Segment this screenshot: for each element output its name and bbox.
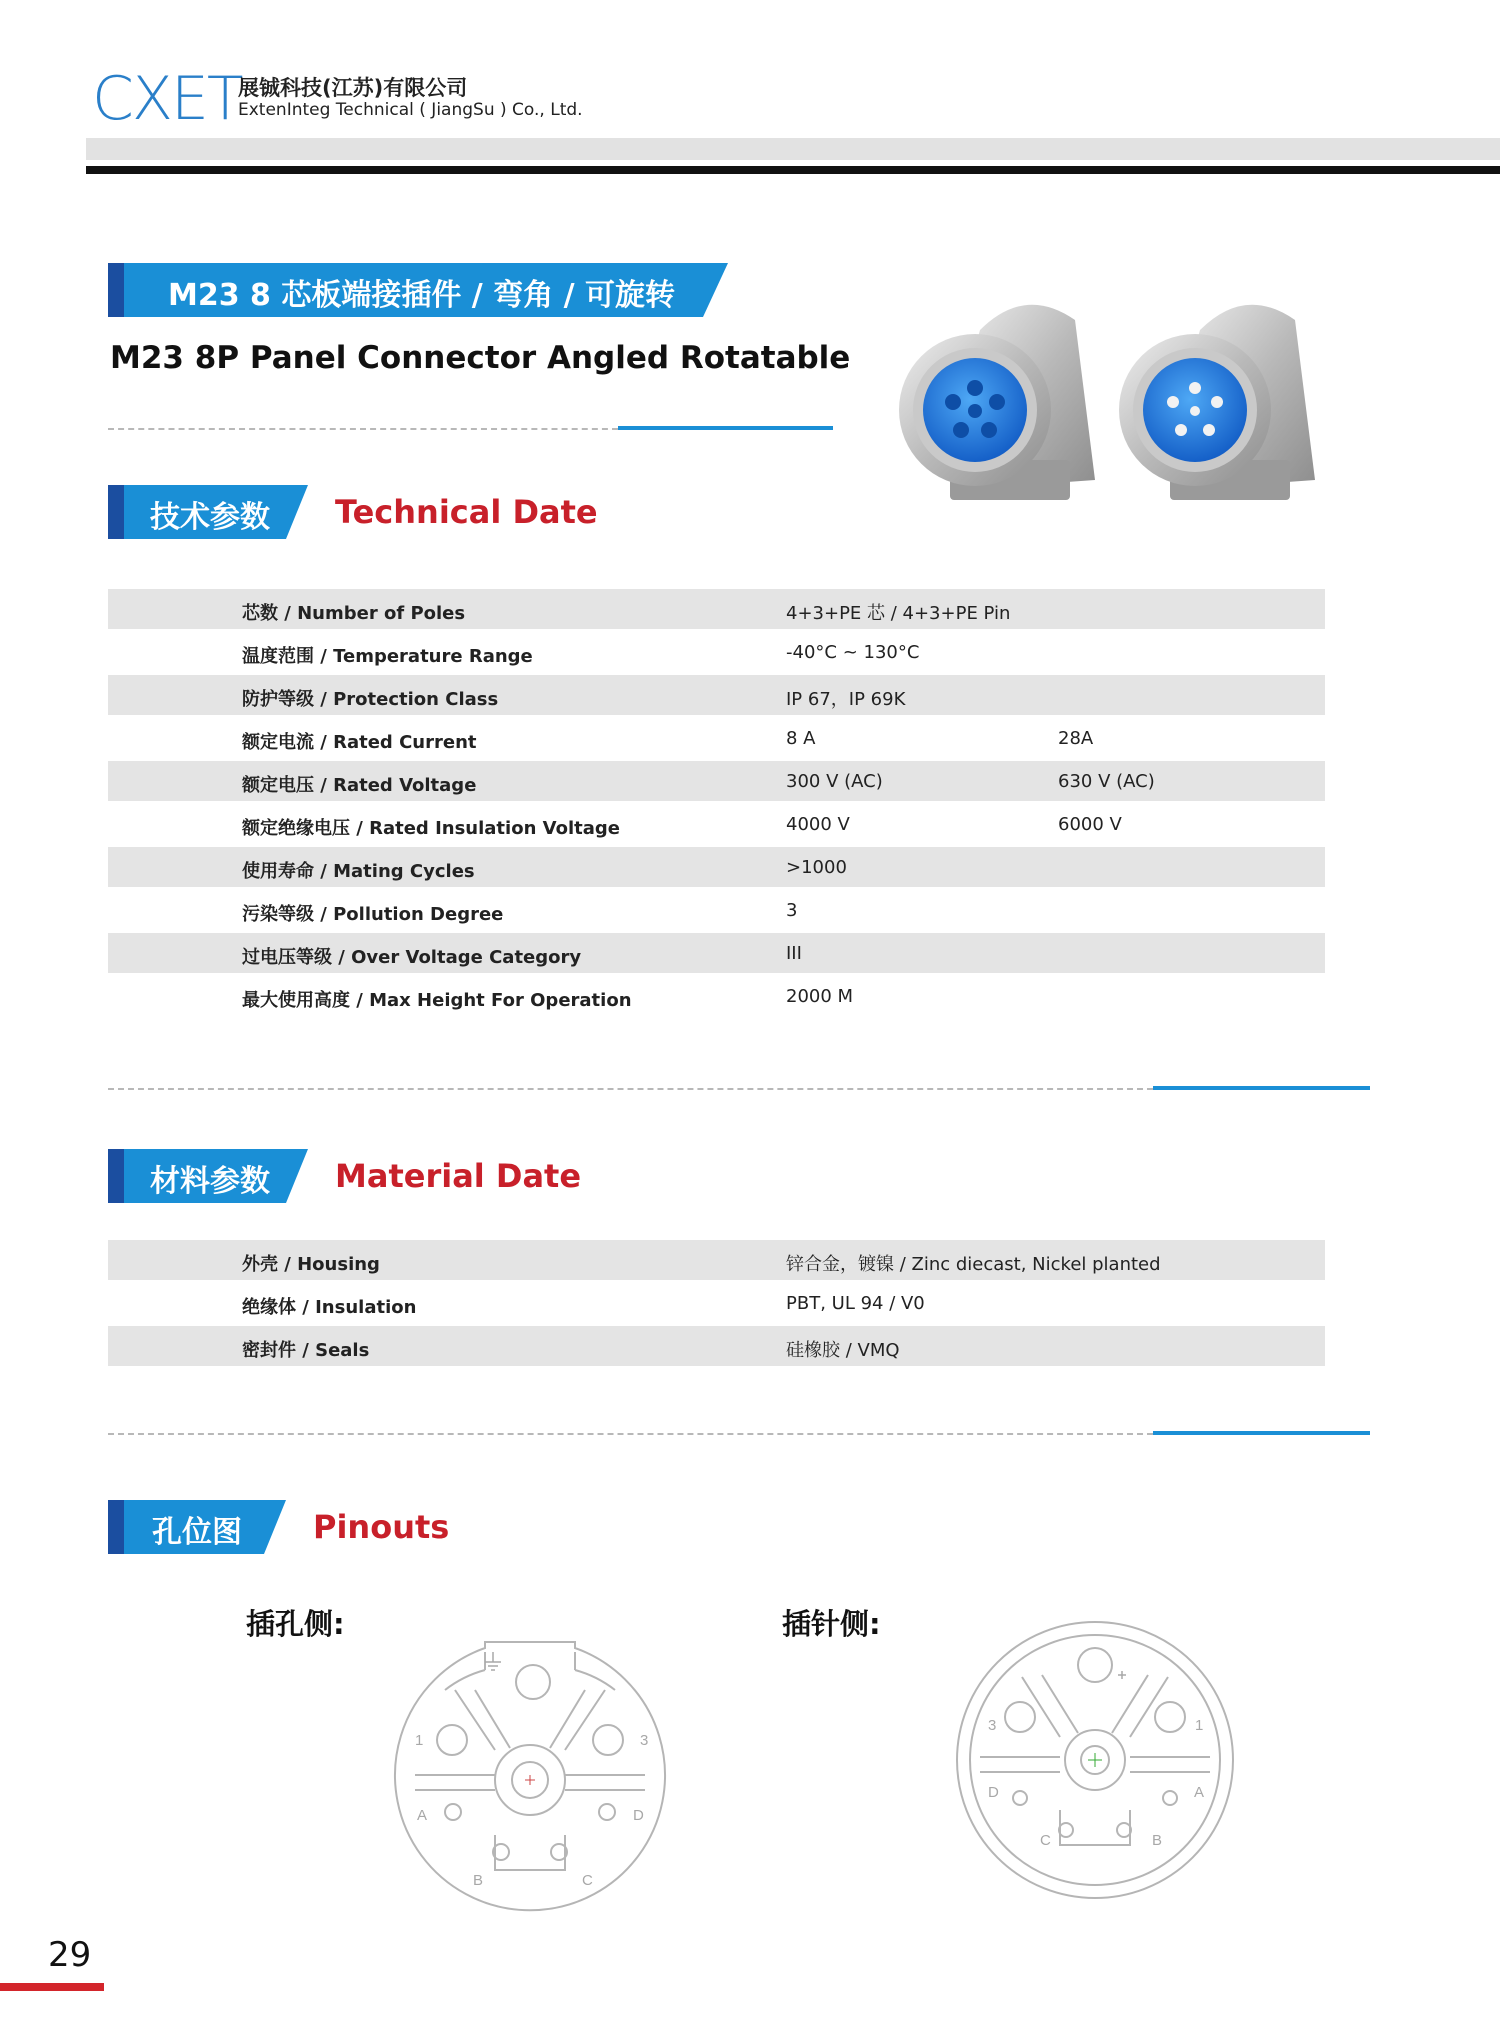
param-value: III [786, 943, 802, 964]
product-photo [895, 290, 1345, 520]
ground-icon [485, 1652, 501, 1670]
ground-icon [1118, 1671, 1126, 1679]
pin-pin-b: B [1152, 1832, 1163, 1849]
pin-pin-1: 1 [1195, 1717, 1204, 1734]
pin-pin-c: C [1040, 1832, 1051, 1849]
pin-pin-d: D [988, 1784, 999, 1801]
socket-pin-b: B [473, 1872, 484, 1889]
table-row [108, 761, 1325, 801]
socket-pinout-diagram [385, 1630, 675, 1920]
divider-dashed [108, 428, 618, 430]
param-label: 过电压等级 / Over Voltage Category [242, 947, 582, 968]
param-label: 污染等级 / Pollution Degree [242, 904, 504, 925]
table-row [108, 632, 1325, 672]
param-value: IP 67，IP 69K [786, 689, 906, 710]
socket-connector-image [899, 305, 1095, 500]
socket-pin-d: D [633, 1807, 644, 1824]
param-value-alt: 28A [1058, 728, 1094, 749]
table-row [108, 847, 1325, 887]
table-row [108, 1283, 1325, 1323]
table-row [108, 589, 1325, 629]
divider-blue [618, 426, 833, 430]
table-row [108, 976, 1325, 1016]
material-value: PBT, UL 94 / V0 [786, 1293, 925, 1314]
param-value-alt: 630 V (AC) [1058, 771, 1155, 792]
company-name-en: ExtenInteg Technical ( JiangSu ) Co., Ltd. [238, 100, 583, 120]
material-tag: 材料参数 [150, 1164, 270, 1199]
divider-dashed [108, 1433, 1153, 1435]
pin-pin-a: A [1194, 1784, 1205, 1801]
param-label: 温度范围 / Temperature Range [242, 646, 533, 667]
table-row [108, 1326, 1325, 1366]
header-black-rule [86, 166, 1500, 174]
param-value: 4000 V [786, 814, 850, 835]
param-value: >1000 [786, 857, 847, 878]
technical-heading: Technical Date [335, 493, 598, 531]
pin-side-label: 插针侧: [782, 1607, 881, 1641]
table-row [108, 675, 1325, 715]
socket-pin-c: C [582, 1872, 593, 1889]
pin-pin-3: 3 [988, 1717, 997, 1734]
socket-pin-1: 1 [415, 1732, 424, 1749]
pinouts-tag: 孔位图 [152, 1515, 242, 1550]
param-value: 4+3+PE 芯 / 4+3+PE Pin [786, 603, 1011, 624]
material-value: 锌合金，镀镍 / Zinc diecast, Nickel planted [786, 1254, 1161, 1275]
pinouts-heading: Pinouts [313, 1508, 450, 1546]
page-number: 29 [48, 1935, 92, 1975]
page-number-bar [0, 1983, 104, 1991]
table-row [108, 804, 1325, 844]
table-row [108, 718, 1325, 758]
param-label: 额定电流 / Rated Current [242, 732, 477, 753]
material-heading: Material Date [335, 1157, 582, 1195]
socket-pin-3: 3 [640, 1732, 649, 1749]
material-label: 密封件 / Seals [242, 1340, 370, 1361]
param-value-alt: 6000 V [1058, 814, 1122, 835]
param-label: 额定电压 / Rated Voltage [242, 775, 477, 796]
param-label: 最大使用高度 / Max Height For Operation [242, 990, 632, 1011]
param-label: 使用寿命 / Mating Cycles [242, 861, 475, 882]
product-title-cn: M23 8 芯板端接插件 / 弯角 / 可旋转 [168, 278, 676, 313]
socket-side-label: 插孔侧: [246, 1607, 345, 1641]
material-label: 绝缘体 / Insulation [242, 1297, 417, 1318]
param-label: 防护等级 / Protection Class [242, 689, 499, 710]
technical-tag: 技术参数 [150, 500, 270, 535]
pin-pinout-diagram [950, 1615, 1240, 1905]
company-logo: CXET [92, 64, 242, 134]
header-grey-bar [86, 138, 1500, 160]
param-value: 3 [786, 900, 798, 921]
company-name-cn: 展铖科技(江苏)有限公司 [238, 76, 468, 100]
param-label: 芯数 / Number of Poles [242, 603, 466, 624]
table-row [108, 890, 1325, 930]
product-title-en: M23 8P Panel Connector Angled Rotatable [110, 340, 851, 376]
table-row [108, 933, 1325, 973]
divider-blue [1153, 1431, 1370, 1435]
param-value: 8 A [786, 728, 816, 749]
divider-blue [1153, 1086, 1370, 1090]
param-value: 2000 M [786, 986, 854, 1007]
socket-pin-a: A [417, 1807, 428, 1824]
param-value: 300 V (AC) [786, 771, 883, 792]
param-value: -40°C ~ 130°C [786, 642, 920, 663]
material-value: 硅橡胶 / VMQ [786, 1340, 900, 1361]
param-label: 额定绝缘电压 / Rated Insulation Voltage [242, 818, 620, 839]
divider-dashed [108, 1088, 1153, 1090]
table-row [108, 1240, 1325, 1280]
material-label: 外壳 / Housing [242, 1254, 380, 1275]
pin-connector-image [1119, 305, 1315, 500]
